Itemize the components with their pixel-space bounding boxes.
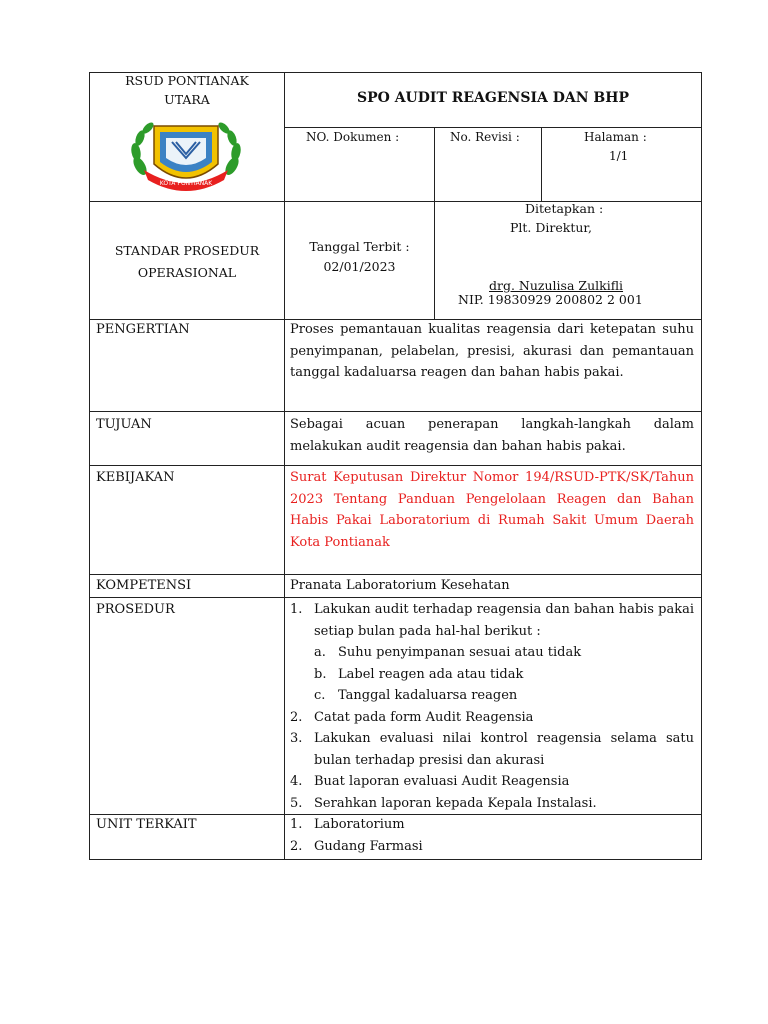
jabatan: Plt. Direktur,	[510, 220, 592, 235]
tanggal-label: Tanggal Terbit :	[309, 239, 410, 254]
list-letter: a.	[314, 645, 326, 660]
prosedur-item-5	[290, 793, 694, 815]
prosedur-item-3-text: Lakukan evaluasi nilai kontrol reagensia selama satu bulan terhadap presisi dan akurasi	[314, 731, 694, 768]
prosedur-item-1a	[290, 642, 694, 664]
no-dokumen-label: NO. Dokumen :	[306, 130, 400, 144]
signer-nip: NIP. 19830929 200802 2 001	[458, 292, 643, 307]
kompetensi-text: Pranata Laboratorium Kesehatan	[290, 578, 510, 593]
prosedur-item-3	[290, 728, 694, 771]
prosedur-item-4-text: Buat laporan evaluasi Audit Reagensia	[314, 774, 570, 789]
logo-text: KOTA PONTIANAK	[159, 180, 213, 187]
prosedur-item-1b-text: Label reagen ada atau tidak	[338, 666, 524, 682]
spo-label-line2: OPERASIONAL	[137, 265, 237, 280]
list-number: 2.	[290, 709, 303, 725]
tanggal-value: 02/01/2023	[323, 259, 396, 274]
no-revisi-label: No. Revisi :	[450, 130, 520, 144]
pengertian-label: PENGERTIAN	[96, 322, 190, 337]
list-number: 4.	[290, 774, 303, 789]
list-number: 3.	[290, 731, 303, 746]
hospital-name: RSUD PONTIANAK UTARA	[125, 73, 249, 107]
pengertian-text: Proses pemantauan kualitas reagensia dari ketepatan suhu penyimpanan, pelabelan, presisi, akurasi dan pemantauan tanggal kadaluarsa reagen dan bahan habis pakai.	[290, 322, 694, 380]
halaman-label: Halaman :	[584, 130, 647, 144]
prosedur-item-1a-text: Suhu penyimpanan sesuai atau tidak	[338, 645, 582, 660]
prosedur-item-1c-text: Tanggal kadaluarsa reagen	[338, 688, 518, 703]
unit-item-2	[290, 836, 694, 858]
tujuan-text: Sebagai acuan penerapan langkah-langkah dalam melakukan audit reagensia dan bahan habis pakai.	[290, 417, 694, 454]
kota-pontianak-logo	[126, 118, 246, 194]
prosedur-item-1c	[290, 685, 694, 707]
prosedur-list	[290, 599, 694, 814]
halaman-value: 1/1	[609, 149, 629, 163]
prosedur-item-5-text: Serahkan laporan kepada Kepala Instalasi.	[314, 795, 597, 811]
prosedur-item-1b	[290, 664, 694, 686]
unit-item-1-text: Laboratorium	[314, 817, 405, 832]
list-letter: b.	[314, 666, 327, 682]
prosedur-item-2	[290, 707, 694, 729]
unit-item-1	[290, 814, 694, 836]
list-number: 1.	[290, 602, 303, 617]
kompetensi-label: KOMPETENSI	[96, 578, 192, 593]
doc-title: SPO AUDIT REAGENSIA DAN BHP	[356, 90, 629, 106]
spo-label-line1: STANDAR PROSEDUR	[114, 243, 260, 258]
unit-terkait-list	[290, 814, 694, 857]
unit-item-2-text: Gudang Farmasi	[314, 838, 423, 854]
prosedur-label: PROSEDUR	[96, 602, 175, 617]
row-prosedur-label-cell	[89, 597, 285, 815]
list-number: 5.	[290, 795, 303, 811]
list-number: 2.	[290, 838, 303, 854]
tujuan-label: TUJUAN	[96, 417, 152, 432]
prosedur-item-1-text: Lakukan audit terhadap reagensia dan bahan habis pakai setiap bulan pada hal-hal berikut :	[314, 602, 694, 639]
signer-name: drg. Nuzulisa Zulkifli	[489, 278, 624, 293]
kebijakan-text: Surat Keputusan Direktur Nomor 194/RSUD-PTK/SK/Tahun 2023 Tentang Panduan Pengelolaan Reagen dan Bahan Habis Pakai Laboratorium di Rumah Sakit Umum Daerah Kota Pontianak	[290, 470, 694, 550]
prosedur-item-4	[290, 771, 694, 793]
list-number: 1.	[290, 817, 303, 832]
ditetapkan-label: Ditetapkan :	[525, 201, 604, 216]
prosedur-item-2-text: Catat pada form Audit Reagensia	[314, 709, 534, 725]
unit-terkait-label: UNIT TERKAIT	[96, 817, 197, 832]
list-letter: c.	[314, 688, 326, 703]
prosedur-item-1	[290, 599, 694, 642]
kebijakan-label: KEBIJAKAN	[96, 470, 175, 485]
